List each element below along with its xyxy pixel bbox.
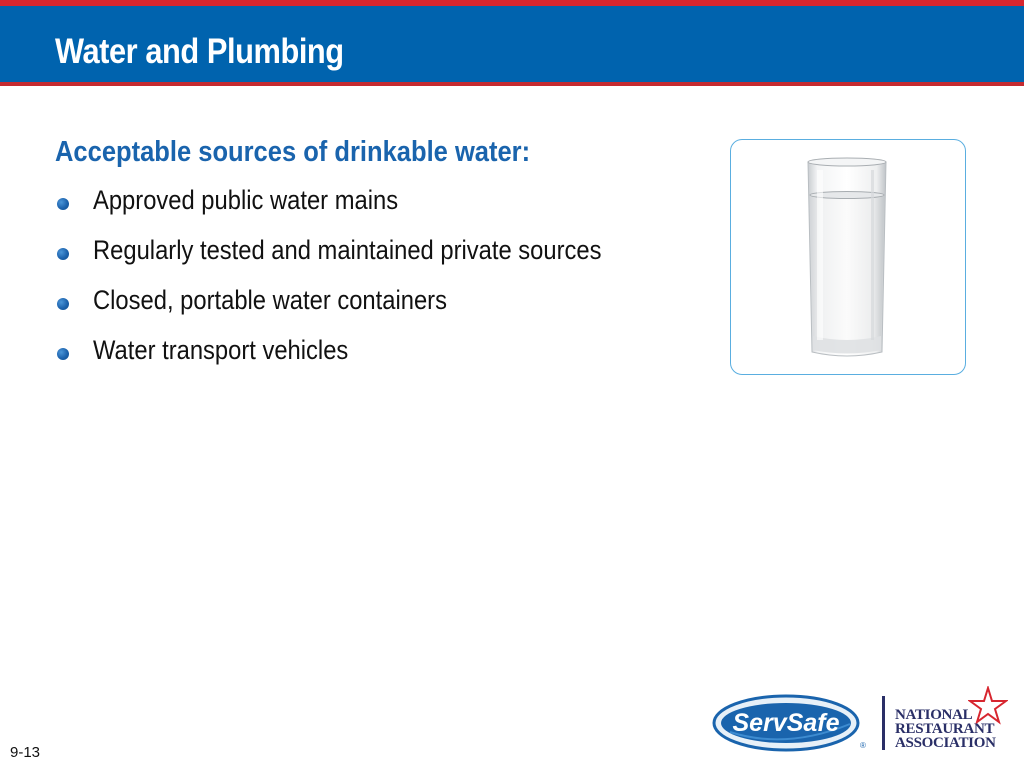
water-glass-photo-frame: [730, 139, 966, 375]
water-glass-image: [731, 140, 965, 374]
nra-logo-line3: ASSOCIATION: [895, 735, 996, 751]
bullet-text: Water transport vehicles: [93, 335, 349, 365]
servsafe-logo-text: ServSafe: [732, 709, 840, 737]
page-title: Water and Plumbing: [55, 32, 344, 71]
bullet-dot-icon: [57, 198, 69, 210]
bullet-text: Approved public water mains: [93, 185, 399, 215]
svg-text:®: ®: [860, 741, 866, 750]
logo-divider: [882, 696, 885, 750]
bullet-dot-icon: [57, 248, 69, 260]
footer-logos: [712, 686, 1012, 760]
section-subheading: Acceptable sources of drinkable water:: [55, 136, 531, 168]
header-bottom-stripe: [0, 82, 1024, 86]
bullet-text: Closed, portable water containers: [93, 285, 447, 315]
servsafe-logo: [712, 686, 872, 760]
slide-number: 9-13: [10, 744, 41, 761]
nra-logo-line2: RESTAURANT: [895, 721, 995, 737]
bullet-dot-icon: [57, 298, 69, 310]
bullet-dot-icon: [57, 348, 69, 360]
bullet-text: Regularly tested and maintained private sources: [93, 235, 602, 265]
header-bar: [0, 6, 1024, 82]
star-icon: [968, 686, 1008, 726]
nra-logo-line1: NATIONAL: [895, 707, 973, 723]
